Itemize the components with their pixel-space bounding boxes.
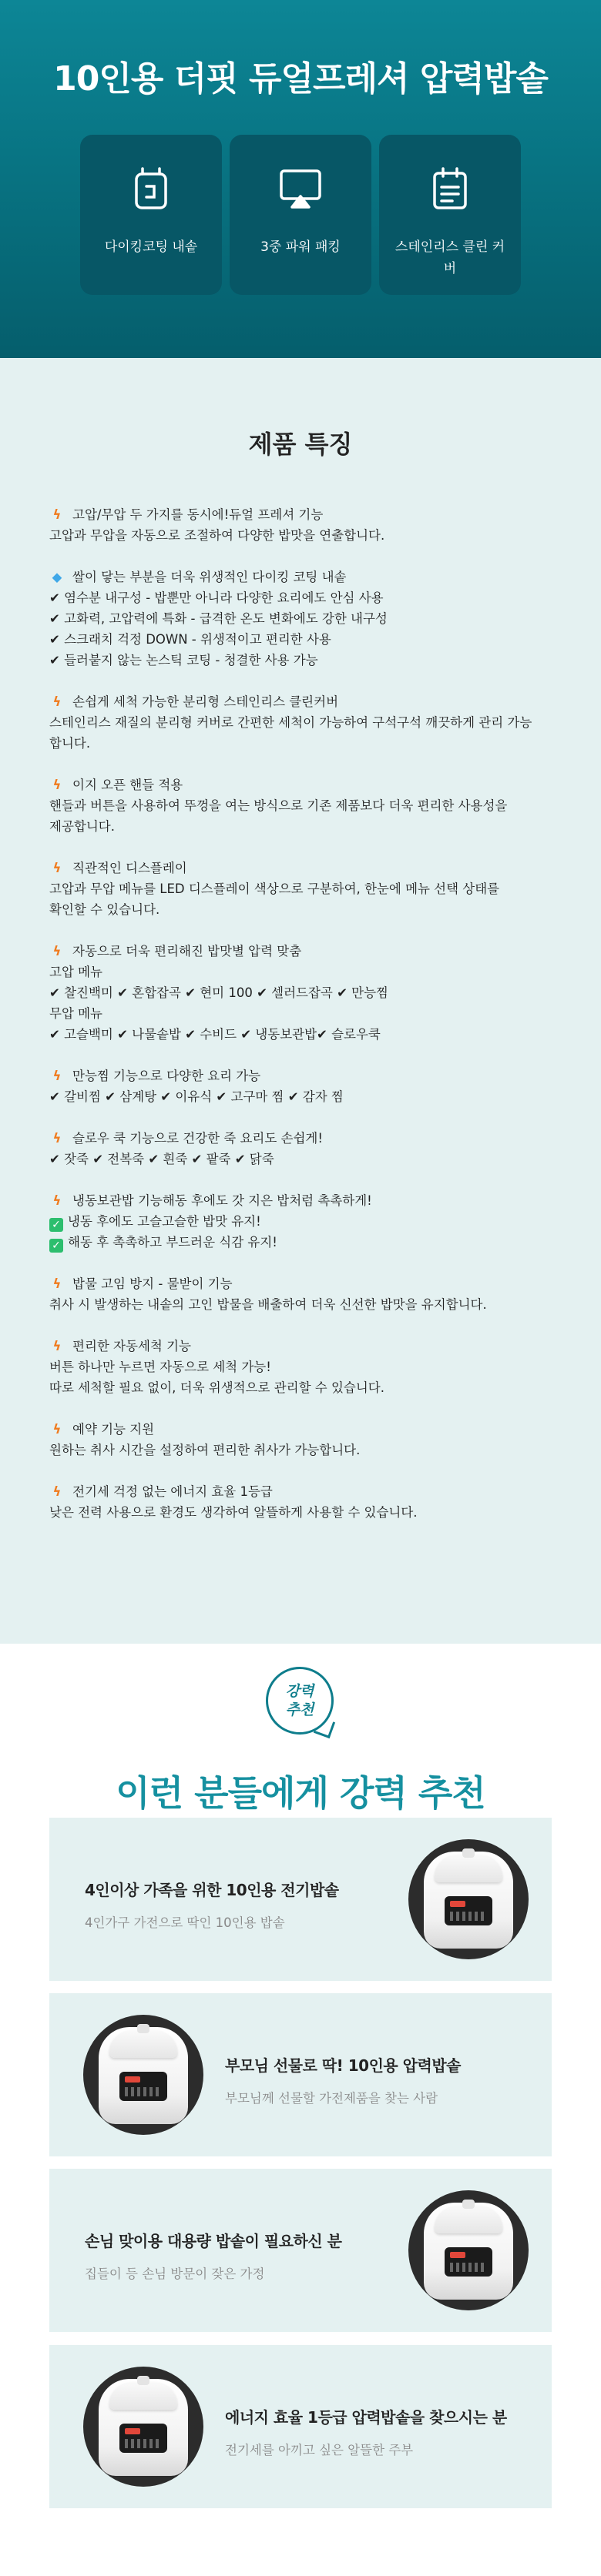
feature-text-line: 고압과 무압을 자동으로 조절하여 다양한 밥맛을 연출합니다. <box>49 528 385 543</box>
rice-cooker-image <box>83 2015 203 2135</box>
recommend-section <box>0 1644 601 2576</box>
recommend-card-title: 에너지 효율 1등급 압력밥솥을 찾으시는 분 <box>225 2408 507 2427</box>
lightning-icon: ϟ <box>52 694 62 709</box>
feature-heading <box>49 858 558 878</box>
feature-block <box>49 567 558 671</box>
recommend-title: 이런 분들에게 강력 추천 <box>116 1772 485 1814</box>
feature-heading-text: 쌀이 닿는 부분을 더욱 위생적인 다이킹 코팅 내솥 <box>72 570 347 584</box>
feature-block <box>49 941 558 1045</box>
feature-card-cover <box>379 135 521 295</box>
feature-check-line <box>49 1211 558 1232</box>
feature-heading-text: 슬로우 쿡 기능으로 건강한 죽 요리도 손쉽게! <box>72 1131 323 1146</box>
check-box-icon: ✓ <box>49 1239 63 1253</box>
feature-heading-text: 예약 기능 지원 <box>72 1422 155 1437</box>
feature-heading <box>49 774 558 795</box>
feature-block <box>49 774 558 837</box>
feature-heading <box>49 1419 558 1440</box>
badge-line-2: 추천 <box>285 1701 314 1718</box>
lightning-icon: ϟ <box>52 1422 62 1437</box>
lightning-icon: ϟ <box>52 1069 62 1083</box>
feature-card-packing <box>230 135 371 295</box>
lightning-icon: ϟ <box>52 778 62 792</box>
feature-heading <box>49 567 558 587</box>
feature-text-line: ✔ 찰진백미 ✔ 혼합잡곡 ✔ 현미 100 ✔ 셀러드잡곡 ✔ 만능찜 <box>49 985 388 1000</box>
lightning-icon: ϟ <box>52 1193 62 1208</box>
recommend-card-title: 손님 맞이용 대용량 밥솥이 필요하신 분 <box>85 2232 342 2250</box>
rice-cooker-image <box>408 1839 529 1959</box>
recommend-card-subtitle: 집들이 등 손님 방문이 잦은 가정 <box>85 2267 265 2281</box>
feature-text-line: 스테인리스 재질의 분리형 커버로 간편한 세척이 가능하여 구석구석 깨끗하게 관리 가능 <box>49 715 532 730</box>
feature-heading-text: 직관적인 디스플레이 <box>72 861 187 875</box>
recommend-badge <box>266 1667 334 1735</box>
recommend-card-text <box>85 2229 341 2282</box>
lightning-icon: ϟ <box>52 1276 62 1291</box>
cooker-pot-icon <box>126 164 176 213</box>
feature-text-line: 낮은 전력 사용으로 환경도 생각하여 알뜰하게 사용할 수 있습니다. <box>49 1505 418 1520</box>
recommend-card-text <box>225 2405 507 2458</box>
feature-heading <box>49 1273 558 1294</box>
feature-check-line <box>49 1232 558 1253</box>
recommend-card <box>49 1818 552 1981</box>
recommend-card-text <box>225 2053 461 2106</box>
feature-heading-text: 이지 오픈 핸들 적용 <box>72 778 183 792</box>
recommend-card-title: 4인이상 가족을 위한 10인용 전기밥솥 <box>85 1881 339 1899</box>
feature-block <box>49 1273 558 1315</box>
feature-card-label: 3중 파워 패킹 <box>260 239 341 255</box>
features-section <box>0 358 601 1644</box>
feature-text-line: 원하는 취사 시간을 설정하여 편리한 취사가 가능합니다. <box>49 1443 361 1457</box>
recommend-card <box>49 2169 552 2332</box>
feature-heading <box>49 1128 558 1149</box>
feature-heading <box>49 1190 558 1211</box>
hero-title: 10인용 더핏 듀얼프레셔 압력밥솥 <box>53 59 548 99</box>
feature-heading <box>49 941 558 962</box>
recommend-card-subtitle: 전기세를 아끼고 싶은 알뜰한 주부 <box>225 2443 414 2457</box>
feature-block <box>49 1190 558 1253</box>
feature-check-text: 해동 후 촉촉하고 부드러운 식감 유지! <box>68 1235 277 1250</box>
lightning-icon: ϟ <box>52 1131 62 1146</box>
recommend-card-title: 부모님 선물로 딱! 10인용 압력밥솥 <box>225 2056 461 2075</box>
feature-heading-text: 냉동보관밥 기능해동 후에도 갓 지은 밥처럼 촉촉하게! <box>72 1193 372 1208</box>
hero-feature-cards <box>80 135 521 295</box>
feature-text-line: 핸들과 버튼을 사용하여 뚜껑을 여는 방식으로 기존 제품보다 더욱 편리한 사용성을 <box>49 798 508 813</box>
check-box-icon: ✓ <box>49 1218 63 1232</box>
feature-text-line: 무압 메뉴 <box>49 1006 103 1021</box>
feature-card-label: 다이킹코팅 내솥 <box>104 239 198 255</box>
feature-block <box>49 858 558 920</box>
feature-heading <box>49 691 558 712</box>
feature-block <box>49 691 558 754</box>
features-title: 제품 특징 <box>248 430 353 459</box>
recommend-card-subtitle: 4인가구 가전으로 딱인 10인용 밥솥 <box>85 1915 285 1930</box>
feature-text-line: 고압과 무압 메뉴를 LED 디스플레이 색상으로 구분하여, 한눈에 메뉴 선택 상태를 <box>49 882 500 896</box>
feature-card-coating <box>80 135 222 295</box>
recommend-card <box>49 2345 552 2508</box>
feature-text-line: 고압 메뉴 <box>49 965 103 979</box>
feature-block <box>49 1336 558 1398</box>
lightning-icon: ϟ <box>52 507 62 522</box>
rice-cooker-image <box>408 2190 529 2310</box>
hero-banner <box>0 0 601 358</box>
feature-heading-text: 만능찜 기능으로 다양한 요리 가능 <box>72 1069 261 1083</box>
feature-text-line: ✔ 스크래치 걱정 DOWN - 위생적이고 편리한 사용 <box>49 632 331 647</box>
gem-icon: ◆ <box>52 570 62 584</box>
feature-text-line: ✔ 잣죽 ✔ 전복죽 ✔ 흰죽 ✔ 팥죽 ✔ 닭죽 <box>49 1152 274 1166</box>
rice-cooker-image <box>83 2367 203 2487</box>
feature-check-text: 냉동 후에도 고슬고슬한 밥맛 유지! <box>68 1214 261 1229</box>
feature-heading <box>49 1336 558 1357</box>
lightning-icon: ϟ <box>52 1339 62 1353</box>
lightning-icon: ϟ <box>52 861 62 875</box>
feature-text-line: 합니다. <box>49 736 91 751</box>
feature-heading-text: 손쉽게 세척 가능한 분리형 스테인리스 클린커버 <box>72 694 339 709</box>
feature-heading-text: 전기세 걱정 없는 에너지 효율 1등급 <box>72 1484 273 1499</box>
feature-block <box>49 504 558 546</box>
feature-text-line: 따로 세척할 필요 없이, 더욱 위생적으로 관리할 수 있습니다. <box>49 1380 384 1395</box>
feature-block <box>49 1419 558 1460</box>
feature-heading <box>49 1481 558 1502</box>
feature-card-label: 스테인리스 클린 커버 <box>395 239 505 276</box>
feature-text-line: 취사 시 발생하는 내솥의 고인 밥물을 배출하여 더욱 신선한 밥맛을 유지합니다. <box>49 1297 487 1312</box>
feature-heading-text: 편리한 자동세척 기능 <box>72 1339 191 1353</box>
lightning-icon: ϟ <box>52 1484 62 1499</box>
feature-block <box>49 1066 558 1107</box>
feature-text-line: 버튼 하나만 누르면 자동으로 세척 가능! <box>49 1360 271 1374</box>
feature-text-line: ✔ 고화력, 고압력에 특화 - 급격한 온도 변화에도 강한 내구성 <box>49 611 388 626</box>
feature-heading-text: 밥물 고임 방지 - 물받이 기능 <box>72 1276 233 1291</box>
feature-heading-text: 자동으로 더욱 편리해진 밥맛별 압력 맞춤 <box>72 944 302 958</box>
feature-text-line: ✔ 들러붙지 않는 논스틱 코팅 - 청결한 사용 가능 <box>49 653 318 667</box>
recommend-card-text <box>85 1878 339 1931</box>
triple-seal-icon <box>276 164 325 213</box>
feature-text-line: ✔ 염수분 내구성 - 밥뿐만 아니라 다양한 요리에도 안심 사용 <box>49 590 384 605</box>
feature-text-line: 확인할 수 있습니다. <box>49 902 160 917</box>
feature-block <box>49 1128 558 1169</box>
feature-heading-text: 고압/무압 두 가지를 동시에!듀얼 프레셔 기능 <box>72 507 324 522</box>
document-cover-icon <box>425 164 475 213</box>
lightning-icon: ϟ <box>52 944 62 958</box>
recommend-card-subtitle: 부모님께 선물할 가전제품을 찾는 사람 <box>225 2091 438 2106</box>
feature-block <box>49 1481 558 1523</box>
features-list <box>49 504 558 1544</box>
feature-text-line: ✔ 갈비찜 ✔ 삼계탕 ✔ 이유식 ✔ 고구마 찜 ✔ 감자 찜 <box>49 1089 344 1104</box>
recommend-card <box>49 1993 552 2156</box>
feature-text-line: 제공합니다. <box>49 819 115 834</box>
feature-heading <box>49 1066 558 1086</box>
feature-heading <box>49 504 558 525</box>
feature-text-line: ✔ 고슬백미 ✔ 나물솥밥 ✔ 수비드 ✔ 냉동보관밥✔ 슬로우쿡 <box>49 1027 381 1042</box>
badge-line-1: 강력 <box>285 1683 314 1700</box>
